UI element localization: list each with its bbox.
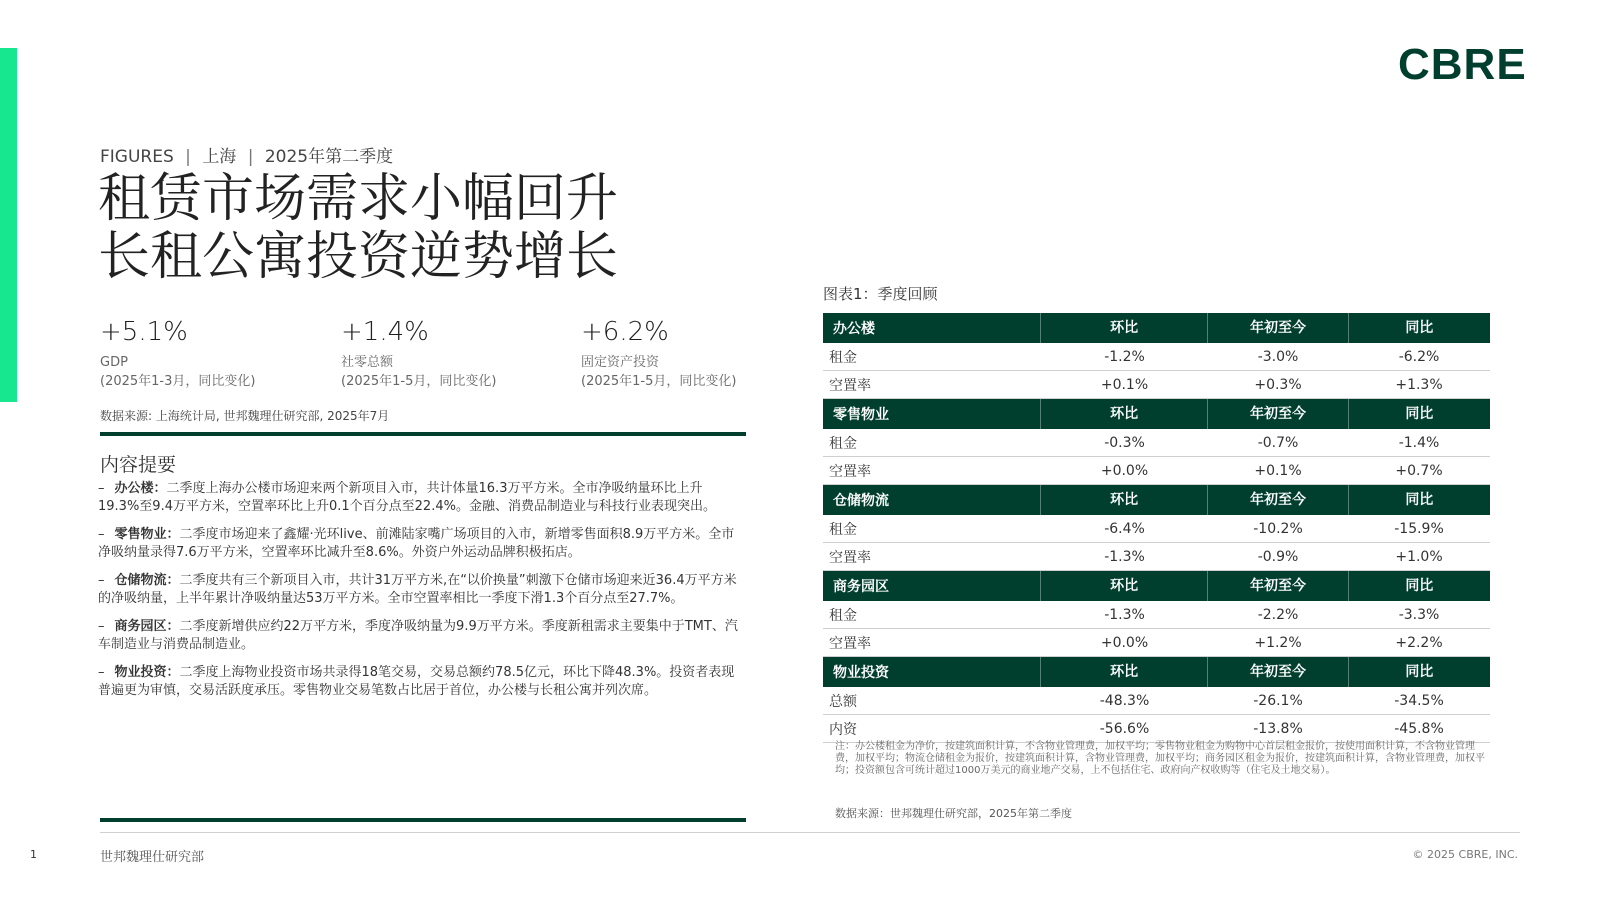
eyebrow <box>100 142 393 167</box>
table-row <box>823 629 1490 657</box>
column-header: 同比 <box>1348 657 1490 687</box>
cell: -3.0% <box>1257 348 1299 365</box>
kpi-label: 社零总额 <box>341 355 394 370</box>
column-header: 同比 <box>1348 313 1490 343</box>
kpi-value: +6.2% <box>581 317 669 347</box>
summary-item-business-park: – 商务园区：二季度新增供应约22万平方米，季度净吸纳量为9.9万平方米。季度新租需求主要集中于TMT、汽车制造业与消费品制造业。 <box>98 619 738 652</box>
cell: -6.4% <box>1104 520 1145 537</box>
cell: -26.1% <box>1253 692 1303 709</box>
cell: +1.3% <box>1395 376 1443 393</box>
summary-item-retail: – 零售物业：二季度市场迎来了鑫耀·光环live、前滩陆家嘴广场项目的入市，新增零售面积8.9万平方米。全市净吸纳量录得7.6万平方米，空置率环比减升至8.6%。外资户外运动品牌积极拓店。 <box>98 527 735 560</box>
eyebrow-separator: | <box>247 147 254 167</box>
page-title <box>98 170 758 286</box>
headline-line-2: 长租公寓投资逆势增长 <box>98 227 619 287</box>
bullet-text: 二季度上海物业投资市场共录得18笔交易，交易总额约78.5亿元，环比下降48.3%。投资者表现普遍更为审慎，交易活跃度承压。零售物业交易笔数占比居于首位，办公楼与长租公寓并列次席。 <box>98 665 735 698</box>
cell: -48.3% <box>1099 692 1150 709</box>
cell: -0.7% <box>1257 434 1299 451</box>
table-row <box>823 515 1490 543</box>
table-title: 图表1：季度回顾 <box>823 285 938 303</box>
column-header: 年初至今 <box>1207 485 1347 515</box>
column-header: 环比 <box>1040 485 1207 515</box>
row-label: 空置率 <box>829 463 871 480</box>
divider <box>100 818 746 822</box>
table-row <box>823 715 1490 743</box>
cell: -2.2% <box>1257 606 1299 623</box>
cell: +0.0% <box>1100 462 1149 479</box>
cell: -1.3% <box>1104 548 1145 565</box>
kpi-label: GDP <box>100 355 128 370</box>
bullet-text: 二季度上海办公楼市场迎来两个新项目入市，共计体量16.3万平方米。全市净吸纳量环比上升19.3%至9.4万平方米，空置率环比上升0.1个百分点至22.4%。金融、消费品制造业与科技行业表现突出。 <box>98 481 716 514</box>
cell: -0.9% <box>1257 548 1299 565</box>
cell: -13.8% <box>1253 720 1303 737</box>
cbre-logo: CBRE <box>1398 40 1527 89</box>
eyebrow-separator: | <box>185 147 191 167</box>
cell: +2.2% <box>1395 634 1443 651</box>
cell: +0.3% <box>1254 376 1302 393</box>
kpi-value: +1.4% <box>341 317 429 347</box>
column-header: 年初至今 <box>1207 571 1347 601</box>
summary-item-investment: – 物业投资：二季度上海物业投资市场共录得18笔交易，交易总额约78.5亿元，环比下降48.3%。投资者表现普遍更为审慎，交易活跃度承压。零售物业交易笔数占比居于首位，办公楼与长租公寓并列次席。 <box>98 665 735 698</box>
table-row <box>823 543 1490 571</box>
column-header: 年初至今 <box>1207 313 1347 343</box>
cell: -15.9% <box>1394 520 1444 537</box>
headline-line-1: 租赁市场需求小幅回升 <box>98 169 619 229</box>
kpi-source: 数据来源: 上海统计局, 世邦魏理仕研究部, 2025年7月 <box>100 409 390 423</box>
table-notes: 注：办公楼租金为净价，按建筑面积计算，不含物业管理费，加权平均；零售物业租金为购物中心首层租金报价，按使用面积计算，不含物业管理费，加权平均；物流仓储租金为报价，按建筑面积计算，含物业管理费，加权平均；商务园区租金为报价，按建筑面积计算，含物业管理费，加权平均；投资额包含可统计超过1000万美元的商业地产交易，上不包括住宅、政府向产权收购等（住宅及土地交易）。 <box>835 741 1485 776</box>
footer-org: 世邦魏理仕研究部 <box>100 850 205 865</box>
table-row <box>823 601 1490 629</box>
row-label: 租金 <box>829 521 857 538</box>
kpi-value: +5.1% <box>100 317 188 347</box>
table-section-header <box>823 485 1490 515</box>
kpi-gdp <box>100 316 300 392</box>
cell: +1.2% <box>1254 634 1302 651</box>
cell: -3.3% <box>1398 606 1440 623</box>
table-section-header <box>823 571 1490 601</box>
cell: +1.0% <box>1395 548 1443 565</box>
eyebrow-period: 2025年第二季度 <box>264 147 394 167</box>
accent-bar <box>0 48 17 402</box>
copyright: © 2025 CBRE, INC. <box>1412 848 1518 861</box>
column-header: 年初至今 <box>1207 657 1347 687</box>
cell: +0.1% <box>1254 462 1302 479</box>
cell: -1.3% <box>1104 606 1145 623</box>
table-row <box>823 687 1490 715</box>
row-label: 租金 <box>829 435 857 452</box>
row-label: 空置率 <box>829 377 871 394</box>
cell: +0.7% <box>1395 462 1443 479</box>
table-section-header <box>823 657 1490 687</box>
summary-title: 内容提要 <box>100 454 177 476</box>
section-name: 办公楼 <box>833 321 875 337</box>
summary-item-logistics: – 仓储物流：二季度共有三个新项目入市，共计31万平方米,在“以价换量”刺激下仓储市场迎来近36.4万平方米的净吸纳量，上半年累计净吸纳量达53万平方米。全市空置率相比一季度下滑1.3个百分点至27.7%。 <box>98 573 737 606</box>
cell: +0.1% <box>1100 376 1149 393</box>
eyebrow-series: FIGURES <box>100 147 174 167</box>
cell: +0.0% <box>1100 634 1149 651</box>
eyebrow-city: 上海 <box>202 147 237 167</box>
table-section-header <box>823 313 1490 343</box>
row-label: 租金 <box>829 607 857 624</box>
summary-list <box>98 480 738 710</box>
cell: -0.3% <box>1104 434 1145 451</box>
column-header: 环比 <box>1040 657 1207 687</box>
kpi-label: 固定资产投资 <box>581 355 660 370</box>
column-header: 年初至今 <box>1207 399 1347 429</box>
cell: -1.2% <box>1104 348 1145 365</box>
table-row <box>823 429 1490 457</box>
table-row <box>823 371 1490 399</box>
section-name: 商务园区 <box>833 579 889 595</box>
kpi-period: (2025年1-5月，同比变化) <box>341 374 497 389</box>
quarterly-review-table <box>823 313 1490 743</box>
column-header: 环比 <box>1040 313 1207 343</box>
bullet-text: 二季度共有三个新项目入市，共计31万平方米,在“以价换量”刺激下仓储市场迎来近36.4万平方米的净吸纳量，上半年累计净吸纳量达53万平方米。全市空置率相比一季度下滑1.3个百分点至27.7%。 <box>98 573 737 606</box>
bullet-key: 零售物业： <box>114 527 180 542</box>
cell: -45.8% <box>1394 720 1444 737</box>
bullet-text: 二季度新增供应约22万平方米，季度净吸纳量为9.9万平方米。季度新租需求主要集中于TMT、汽车制造业与消费品制造业。 <box>98 619 738 652</box>
row-label: 空置率 <box>829 549 871 566</box>
section-name: 物业投资 <box>833 665 889 681</box>
footer-divider <box>100 832 1520 833</box>
table-source: 数据来源：世邦魏理仕研究部，2025年第二季度 <box>835 807 1072 820</box>
kpi-period: (2025年1-3月，同比变化) <box>100 374 256 389</box>
section-name: 仓储物流 <box>833 493 889 509</box>
bullet-key: 物业投资： <box>114 665 180 680</box>
cell: -56.6% <box>1099 720 1150 737</box>
column-header: 环比 <box>1040 571 1207 601</box>
table-section-header <box>823 399 1490 429</box>
row-label: 租金 <box>829 349 857 366</box>
bullet-key: 商务园区： <box>114 619 180 634</box>
bullet-key: 仓储物流： <box>114 573 180 588</box>
table-row <box>823 343 1490 371</box>
row-label: 内资 <box>829 721 857 738</box>
row-label: 总额 <box>829 693 857 710</box>
cell: -6.2% <box>1398 348 1440 365</box>
kpi-retail-sales <box>341 316 541 392</box>
bullet-key: 办公楼： <box>114 481 167 496</box>
page-number: 1 <box>30 848 37 861</box>
bullet-text: 二季度市场迎来了鑫耀·光环live、前滩陆家嘴广场项目的入市，新增零售面积8.9万平方米。全市净吸纳量录得7.6万平方米，空置率环比减升至8.6%。外资户外运动品牌积极拓店。 <box>98 527 735 560</box>
cell: -10.2% <box>1253 520 1303 537</box>
column-header: 环比 <box>1040 399 1207 429</box>
column-header: 同比 <box>1348 399 1490 429</box>
table-row <box>823 457 1490 485</box>
row-label: 空置率 <box>829 635 871 652</box>
cell: -34.5% <box>1394 692 1444 709</box>
kpi-fixed-investment <box>581 316 781 392</box>
cell: -1.4% <box>1398 434 1440 451</box>
kpi-period: (2025年1-5月，同比变化) <box>581 374 737 389</box>
section-name: 零售物业 <box>833 407 889 423</box>
column-header: 同比 <box>1348 485 1490 515</box>
divider <box>100 432 746 436</box>
summary-item-office: – 办公楼：二季度上海办公楼市场迎来两个新项目入市，共计体量16.3万平方米。全市净吸纳量环比上升19.3%至9.4万平方米，空置率环比上升0.1个百分点至22.4%。金融、消费品制造业与科技行业表现突出。 <box>98 481 716 514</box>
column-header: 同比 <box>1348 571 1490 601</box>
